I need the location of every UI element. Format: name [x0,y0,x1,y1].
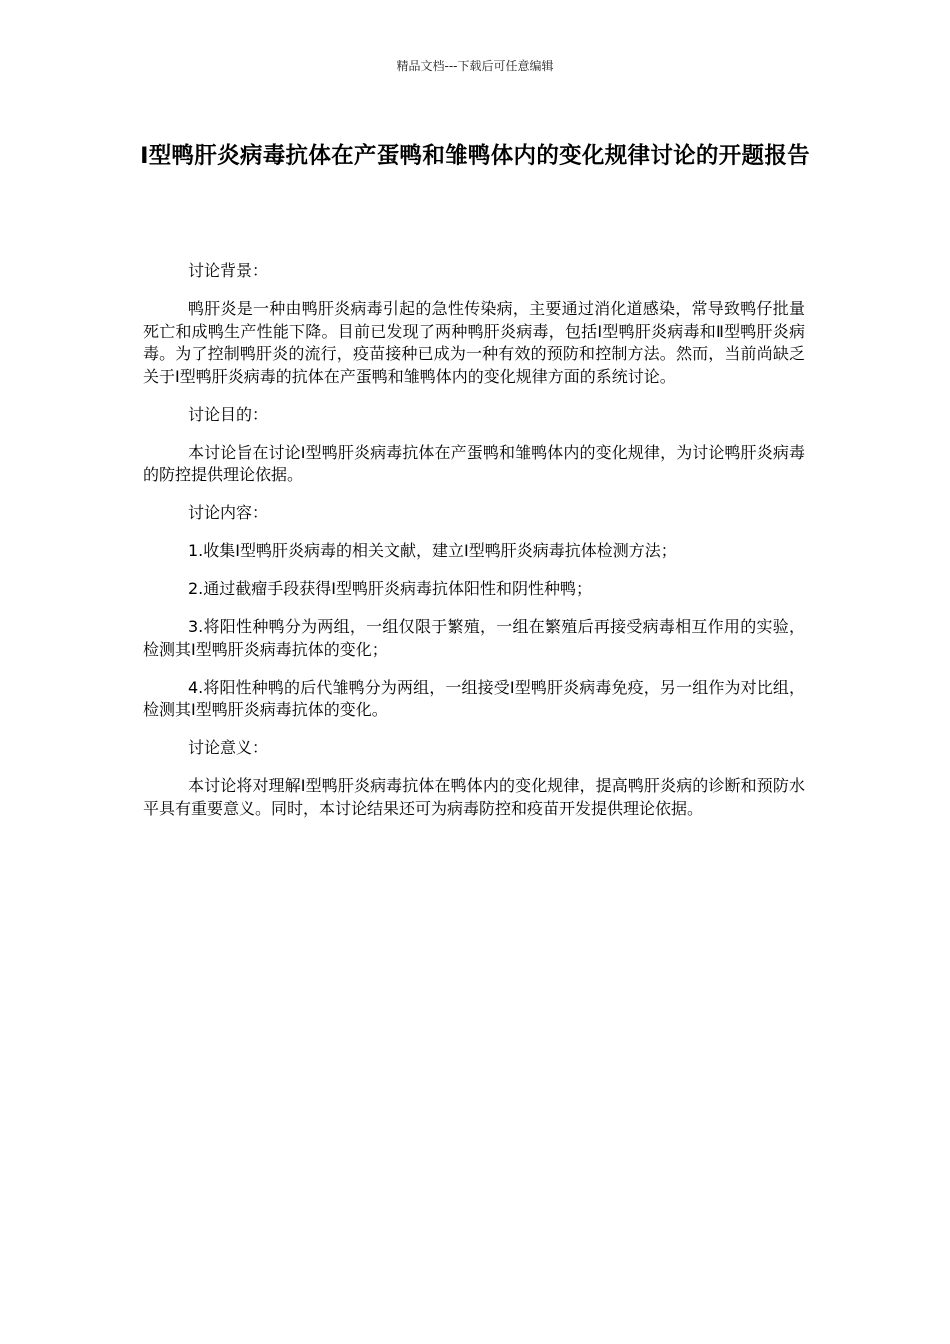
document-title: Ⅰ型鸭肝炎病毒抗体在产蛋鸭和雏鸭体内的变化规律讨论的开题报告 [140,143,810,169]
purpose-heading: 讨论目的： [188,404,269,424]
content-item-3: 3.将阳性种鸭分为两组，一组仅限于繁殖，一组在繁殖后再接受病毒相互作用的实验，检测其Ⅰ型鸭肝炎病毒抗体的变化； [143,617,805,659]
background-heading: 讨论背景： [188,261,269,280]
significance-heading: 讨论意义： [188,738,269,757]
document-body [143,260,805,836]
purpose-paragraph: 本讨论旨在讨论Ⅰ型鸭肝炎病毒抗体在产蛋鸭和雏鸭体内的变化规律，为讨论鸭肝炎病毒的防控提供理论依据。 [143,442,805,484]
significance-paragraph: 本讨论将对理解Ⅰ型鸭肝炎病毒抗体在鸭体内的变化规律，提高鸭肝炎病的诊断和预防水平具有重要意义。同时，本讨论结果还可为病毒防控和疫苗开发提供理论依据。 [143,776,805,818]
content-heading: 讨论内容： [188,503,269,522]
background-paragraph: 鸭肝炎是一种由鸭肝炎病毒引起的急性传染病，主要通过消化道感染，常导致鸭仔批量死亡和成鸭生产性能下降。目前已发现了两种鸭肝炎病毒，包括Ⅰ型鸭肝炎病毒和Ⅱ型鸭肝炎病毒。为了控制鸭肝炎的流行，疫苗接种已成为一种有效的预防和控制方法。然而，当前尚缺乏关于Ⅰ型鸭肝炎病毒的抗体在产蛋鸭和雏鸭体内的变化规律方面的系统讨论。 [143,299,805,386]
content-item-1: 1.收集Ⅰ型鸭肝炎病毒的相关文献，建立Ⅰ型鸭肝炎病毒抗体检测方法； [188,541,677,560]
header-note: 精品文档---下载后可任意编辑 [396,59,554,73]
content-item-2: 2.通过截瘤手段获得Ⅰ型鸭肝炎病毒抗体阳性和阴性种鸭； [188,579,592,598]
content-item-4: 4.将阳性种鸭的后代雏鸭分为两组，一组接受Ⅰ型鸭肝炎病毒免疫，另一组作为对比组，检测其Ⅰ型鸭肝炎病毒抗体的变化。 [143,677,805,719]
